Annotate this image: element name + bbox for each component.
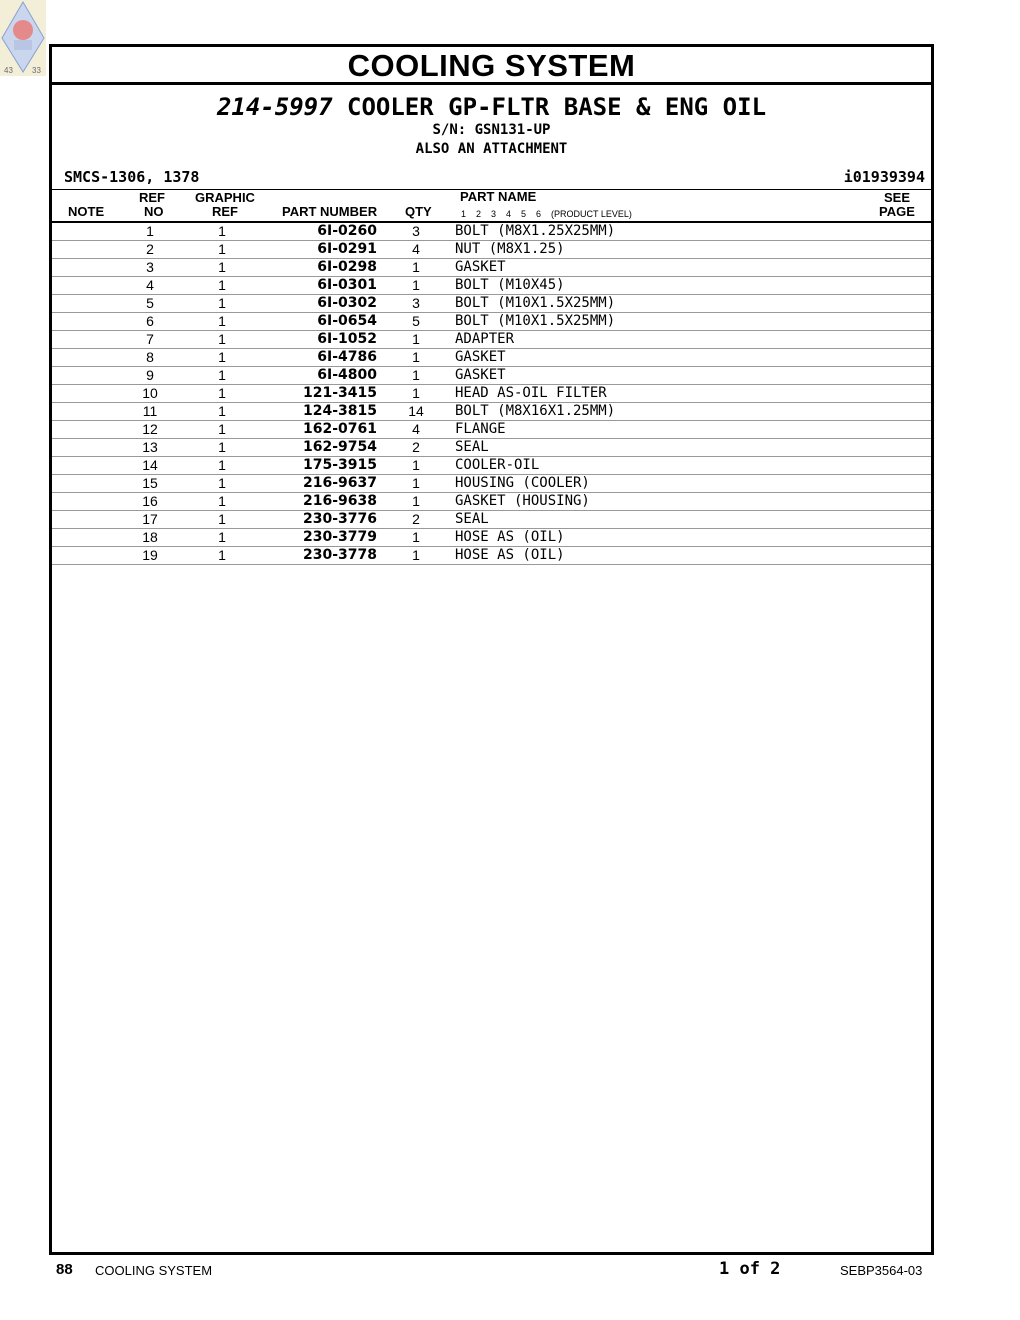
table-row (52, 547, 931, 565)
header-graphic-bottom: REF (212, 204, 238, 219)
table-row (52, 367, 931, 385)
row-part-number: 6I-4786 (260, 349, 377, 367)
logo-left-number: 43 (4, 66, 13, 75)
row-part-number: 6I-0302 (260, 295, 377, 313)
row-part-number: 162-0761 (260, 421, 377, 439)
row-note (52, 493, 116, 511)
table-row (52, 439, 931, 457)
row-qty: 5 (377, 313, 455, 331)
row-graphic-ref: 1 (184, 403, 260, 421)
row-note (52, 439, 116, 457)
group-name: COOLER GP-FLTR BASE & ENG OIL (347, 93, 767, 121)
row-part-number: 175-3915 (260, 457, 377, 475)
row-see-page (871, 475, 931, 493)
row-ref-no: 3 (116, 259, 184, 277)
row-part-name: BOLT (M10X1.5X25MM) (455, 313, 871, 331)
row-qty: 2 (377, 439, 455, 457)
row-part-name: COOLER-OIL (455, 457, 871, 475)
row-part-name: HEAD AS-OIL FILTER (455, 385, 871, 403)
row-part-name: BOLT (M10X45) (455, 277, 871, 295)
page-number: 88 (56, 1261, 73, 1278)
illustration-id: i01939394 (843, 168, 925, 186)
table-row (52, 385, 931, 403)
row-graphic-ref: 1 (184, 439, 260, 457)
row-graphic-ref: 1 (184, 367, 260, 385)
row-graphic-ref: 1 (184, 547, 260, 565)
row-graphic-ref: 1 (184, 313, 260, 331)
header-see-top: SEE (884, 190, 911, 205)
row-part-name: HOSE AS (OIL) (455, 547, 871, 565)
row-see-page (871, 493, 931, 511)
header-product-levels: 1 2 3 4 5 6 (PRODUCT LEVEL) (461, 209, 632, 219)
row-graphic-ref: 1 (184, 493, 260, 511)
row-part-number: 230-3776 (260, 511, 377, 529)
row-part-name: GASKET (HOUSING) (455, 493, 871, 511)
row-qty: 1 (377, 277, 455, 295)
row-graphic-ref: 1 (184, 457, 260, 475)
table-row (52, 277, 931, 295)
row-ref-no: 6 (116, 313, 184, 331)
row-part-number: 6I-0298 (260, 259, 377, 277)
row-note (52, 529, 116, 547)
row-graphic-ref: 1 (184, 241, 260, 259)
row-part-name: HOSE AS (OIL) (455, 529, 871, 547)
row-graphic-ref: 1 (184, 385, 260, 403)
document-id: SEBP3564-03 (840, 1263, 923, 1278)
row-part-name: BOLT (M8X16X1.25MM) (455, 403, 871, 421)
footer-section: COOLING SYSTEM (95, 1263, 213, 1278)
attachment-note: ALSO AN ATTACHMENT (415, 141, 568, 157)
row-note (52, 547, 116, 565)
row-note (52, 223, 116, 241)
row-qty: 1 (377, 367, 455, 385)
row-part-name: NUT (M8X1.25) (455, 241, 871, 259)
row-note (52, 241, 116, 259)
header-see-bottom: PAGE (879, 204, 915, 219)
row-part-number: 216-9637 (260, 475, 377, 493)
header-part-number: PART NUMBER (282, 204, 378, 219)
row-see-page (871, 331, 931, 349)
row-part-number: 162-9754 (260, 439, 377, 457)
row-qty: 1 (377, 331, 455, 349)
row-see-page (871, 313, 931, 331)
row-qty: 1 (377, 457, 455, 475)
row-qty: 4 (377, 421, 455, 439)
row-part-number: 124-3815 (260, 403, 377, 421)
table-row (52, 241, 931, 259)
row-qty: 3 (377, 295, 455, 313)
table-row (52, 421, 931, 439)
row-see-page (871, 295, 931, 313)
header-qty: QTY (405, 204, 432, 219)
row-qty: 1 (377, 349, 455, 367)
row-see-page (871, 349, 931, 367)
table-row (52, 259, 931, 277)
row-ref-no: 10 (116, 385, 184, 403)
row-part-name: ADAPTER (455, 331, 871, 349)
parts-page-frame (49, 44, 934, 1255)
row-ref-no: 1 (116, 223, 184, 241)
row-part-number: 230-3779 (260, 529, 377, 547)
header-note: NOTE (68, 204, 105, 219)
row-part-number: 216-9638 (260, 493, 377, 511)
row-ref-no: 9 (116, 367, 184, 385)
table-row (52, 313, 931, 331)
row-qty: 1 (377, 385, 455, 403)
row-see-page (871, 277, 931, 295)
row-part-name: HOUSING (COOLER) (455, 475, 871, 493)
row-graphic-ref: 1 (184, 295, 260, 313)
table-row (52, 493, 931, 511)
header-part-name: PART NAME (460, 189, 537, 204)
row-graphic-ref: 1 (184, 331, 260, 349)
table-row (52, 475, 931, 493)
row-ref-no: 14 (116, 457, 184, 475)
row-note (52, 475, 116, 493)
row-see-page (871, 403, 931, 421)
row-graphic-ref: 1 (184, 223, 260, 241)
row-note (52, 259, 116, 277)
row-note (52, 403, 116, 421)
row-ref-no: 13 (116, 439, 184, 457)
row-ref-no: 4 (116, 277, 184, 295)
row-graphic-ref: 1 (184, 421, 260, 439)
row-part-name: BOLT (M8X1.25X25MM) (455, 223, 871, 241)
row-see-page (871, 421, 931, 439)
row-ref-no: 2 (116, 241, 184, 259)
page-of: 1 of 2 (719, 1259, 781, 1279)
row-see-page (871, 439, 931, 457)
smcs-row (52, 165, 931, 189)
row-see-page (871, 547, 931, 565)
row-part-number: 6I-0260 (260, 223, 377, 241)
table-header (52, 189, 931, 223)
row-note (52, 295, 116, 313)
serial-range: S/N: GSN131-UP (432, 122, 551, 138)
row-qty: 3 (377, 223, 455, 241)
row-see-page (871, 385, 931, 403)
row-see-page (871, 511, 931, 529)
row-see-page (871, 241, 931, 259)
header-ref-top: REF (139, 190, 165, 205)
row-graphic-ref: 1 (184, 349, 260, 367)
row-qty: 1 (377, 493, 455, 511)
row-note (52, 313, 116, 331)
row-part-number: 6I-0654 (260, 313, 377, 331)
row-note (52, 421, 116, 439)
row-see-page (871, 259, 931, 277)
publisher-logo (0, 0, 46, 76)
table-row (52, 349, 931, 367)
row-part-number: 6I-1052 (260, 331, 377, 349)
row-part-name: FLANGE (455, 421, 871, 439)
table-row (52, 457, 931, 475)
row-part-name: SEAL (455, 439, 871, 457)
row-part-number: 6I-4800 (260, 367, 377, 385)
row-part-name: SEAL (455, 511, 871, 529)
row-part-name: GASKET (455, 349, 871, 367)
table-row (52, 511, 931, 529)
row-graphic-ref: 1 (184, 277, 260, 295)
row-ref-no: 11 (116, 403, 184, 421)
row-ref-no: 7 (116, 331, 184, 349)
row-note (52, 385, 116, 403)
row-part-number: 230-3778 (260, 547, 377, 565)
row-qty: 1 (377, 547, 455, 565)
row-qty: 1 (377, 529, 455, 547)
row-graphic-ref: 1 (184, 475, 260, 493)
row-note (52, 367, 116, 385)
table-row (52, 331, 931, 349)
row-note (52, 349, 116, 367)
header-ref-bottom: NO (144, 204, 164, 219)
row-graphic-ref: 1 (184, 259, 260, 277)
row-graphic-ref: 1 (184, 529, 260, 547)
section-title: COOLING SYSTEM (52, 47, 931, 85)
logo-right-number: 33 (32, 66, 41, 75)
row-note (52, 457, 116, 475)
row-qty: 1 (377, 259, 455, 277)
row-ref-no: 8 (116, 349, 184, 367)
row-see-page (871, 367, 931, 385)
table-row (52, 529, 931, 547)
row-ref-no: 18 (116, 529, 184, 547)
row-part-name: GASKET (455, 259, 871, 277)
row-ref-no: 12 (116, 421, 184, 439)
group-part-number: 214-5997 (216, 93, 333, 121)
table-row (52, 403, 931, 421)
row-see-page (871, 529, 931, 547)
header-graphic-top: GRAPHIC (195, 190, 255, 205)
row-see-page (871, 223, 931, 241)
group-title (52, 93, 931, 121)
parts-table (52, 223, 931, 565)
row-part-number: 121-3415 (260, 385, 377, 403)
row-ref-no: 16 (116, 493, 184, 511)
row-part-number: 6I-0291 (260, 241, 377, 259)
table-row (52, 223, 931, 241)
row-see-page (871, 457, 931, 475)
row-note (52, 277, 116, 295)
row-part-name: GASKET (455, 367, 871, 385)
row-note (52, 331, 116, 349)
row-ref-no: 5 (116, 295, 184, 313)
table-row (52, 295, 931, 313)
row-qty: 2 (377, 511, 455, 529)
row-graphic-ref: 1 (184, 511, 260, 529)
row-ref-no: 19 (116, 547, 184, 565)
row-qty: 14 (377, 403, 455, 421)
row-qty: 1 (377, 475, 455, 493)
row-note (52, 511, 116, 529)
smcs-codes: SMCS-1306, 1378 (64, 168, 200, 186)
row-part-number: 6I-0301 (260, 277, 377, 295)
page-footer (0, 1258, 1020, 1288)
row-ref-no: 17 (116, 511, 184, 529)
row-ref-no: 15 (116, 475, 184, 493)
row-part-name: BOLT (M10X1.5X25MM) (455, 295, 871, 313)
row-qty: 4 (377, 241, 455, 259)
